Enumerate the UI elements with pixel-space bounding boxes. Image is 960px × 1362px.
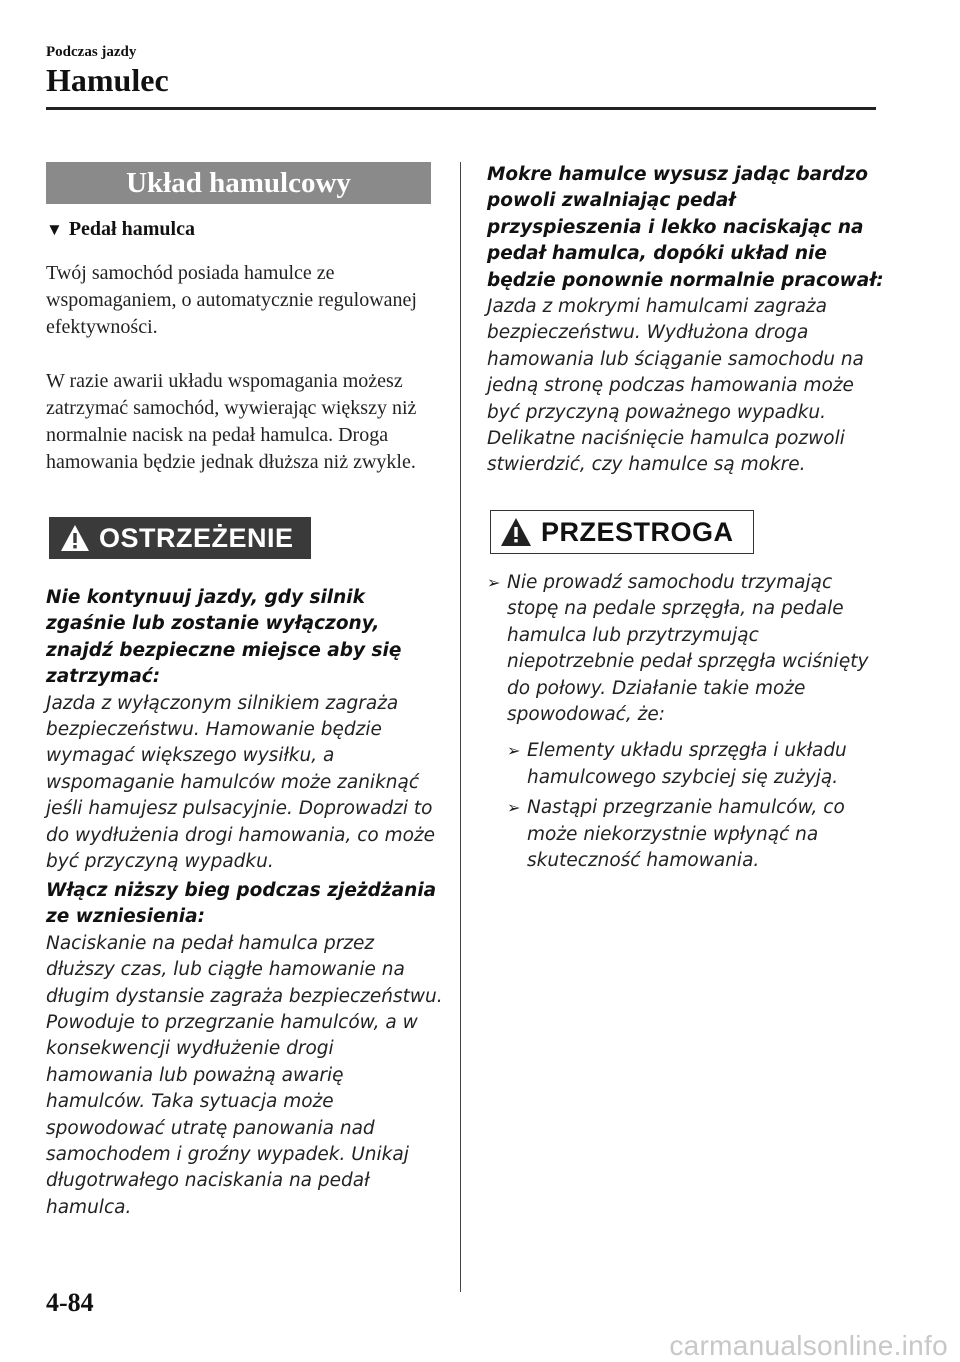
caution-triangle-icon [499,516,533,548]
list-item [507,795,887,874]
page-title: Hamulec [46,62,169,98]
warning-label: OSTRZEŻENIE [99,522,294,553]
warning-item-1 [46,585,446,875]
warning-badge [49,517,311,559]
warning-triangle-icon [59,523,91,553]
warning-item-3-title: Mokre hamulce wysusz jadąc bardzo powoli zwalniając pedał przyspieszenia i lekko naciskając na pedał hamulca, dopóki układ nie będzie ponownie normalnie pracował: [487,164,884,291]
arrow-bullet-icon: ➢ [487,573,501,592]
arrow-bullet-icon: ➢ [507,741,521,761]
warning-item-3-text: Jazda z mokrymi hamulcami zagraża bezpieczeństwu. Wydłużona droga hamowania lub ściąganie samochodu na jedną stronę podczas hamowania może być przyczyną poważnego wypadku. Delikatne naciśnięcie hamulca pozwoli stwierdzić, czy hamulce są mokre. [487,296,864,476]
list-item [487,570,887,728]
caution-label: PRZESTROGA [541,516,734,547]
warning-item-1-title: Nie kontynuuj jazdy, gdy silnik zgaśnie lub zostanie wyłączony, znajdź bezpieczne miejsce aby się zatrzymać: [46,587,402,688]
column-divider [460,162,461,1292]
warning-item-1-text: Jazda z wyłączonym silnikiem zagraża bezpieczeństwu. Hamowanie będzie wymagać większego wysiłku, a wspomaganie hamulców może zaniknąć jeśli hamujesz pulsacyjnie. Doprowadzi to do wydłużenia drogi hamowania, co może być przyczyną wypadku. [46,692,436,873]
list-item-text: Nie prowadź samochodu trzymając stopę na pedale sprzęgła, na pedale hamulca lub przytrzymując niepotrzebnie pedał sprzęgła wciśnięty do połowy. Działanie takie może spowodować, że: [507,572,869,726]
list-item-text: Nastąpi przegrzanie hamulców, co może niekorzystnie wpłynąć na skuteczność hamowania. [527,797,845,872]
page-number: 4-84 [46,1288,94,1317]
caution-badge [490,510,754,554]
arrow-bullet-icon: ➢ [507,798,521,818]
title-divider [46,107,876,110]
subheading [46,218,195,241]
list-item-text: Elementy układu sprzęgła i układu hamulcowego szybciej się zużyją. [527,740,847,788]
subheading-text: Pedał hamulca [68,218,195,240]
paragraph-2: W razie awarii układu wspomagania możesz zatrzymać samochód, wywierając większy niż normalnie nacisk na pedał hamulca. Droga hamowania będzie jednak dłuższa niż zwykle. [46,370,417,473]
warning-item-2 [46,878,446,1221]
warning-item-2-title: Włącz niższy bieg podczas zjeżdżania ze wzniesienia: [46,880,437,928]
watermark: carmanualsonline.info [669,1330,948,1361]
caution-list [487,570,887,874]
section-heading: Układ hamulcowy [46,162,431,204]
section-label: Podczas jazdy [46,44,137,60]
list-item [507,738,887,791]
triangle-down-icon: ▼ [46,220,63,239]
warning-item-3 [487,162,887,479]
paragraph-1: Twój samochód posiada hamulce ze wspomaganiem, o automatycznie regulowanej efektywności. [46,262,417,338]
warning-item-2-text: Naciskanie na pedał hamulca przez dłuższy czas, lub ciągłe hamowanie na długim dystansie zagraża bezpieczeństwu. Powoduje to przegrzanie hamulców, a w konsekwencji wydłużenie drogi hamowania lub poważną awarię hamulców. Taka sytuacja może spowodować utratę panowania nad samochodem i groźny wypadek. Unikaj długotrwałego naciskania na pedał hamulca. [46,932,443,1218]
